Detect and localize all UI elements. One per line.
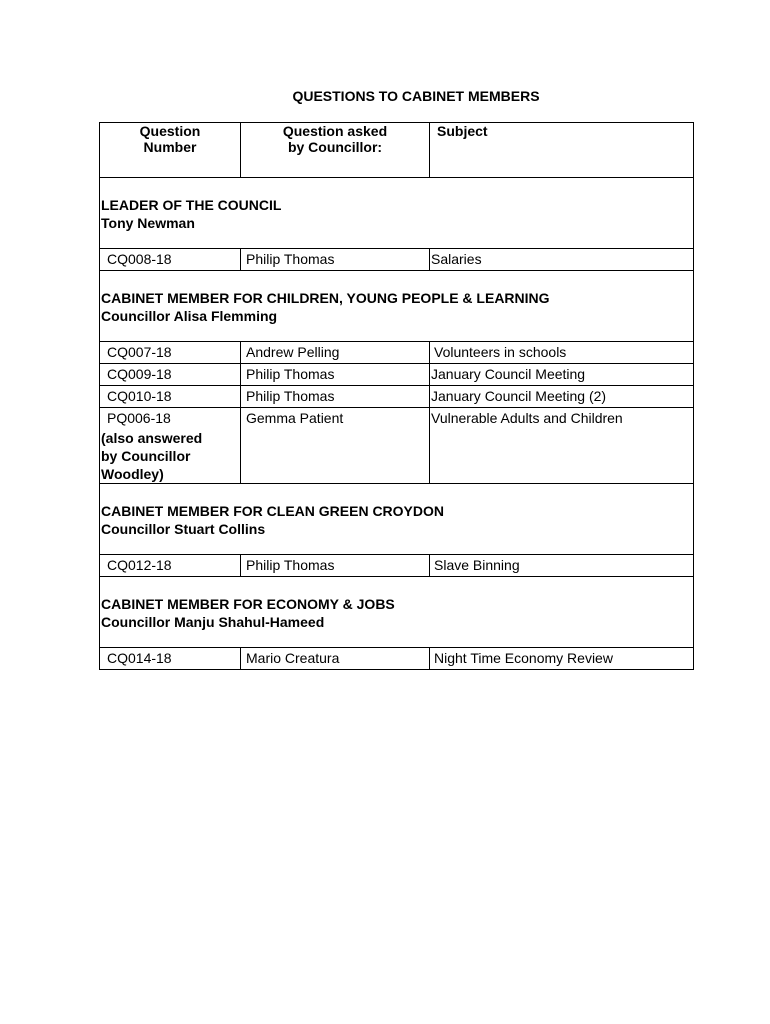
table-row xyxy=(100,249,694,271)
header-text: Question xyxy=(139,123,201,139)
table-header-row xyxy=(100,123,694,178)
section-member: Councillor Manju Shahul-Hameed xyxy=(101,614,325,630)
section-heading: CABINET MEMBER FOR CHILDREN, YOUNG PEOPLE & LEARNING xyxy=(101,290,550,306)
section-heading: CABINET MEMBER FOR CLEAN GREEN CROYDON xyxy=(101,503,445,519)
table-row xyxy=(100,342,694,364)
table-row xyxy=(100,648,694,670)
section-header xyxy=(100,178,694,249)
table-row xyxy=(100,408,694,484)
header-text: Question asked xyxy=(282,123,388,139)
section-header-row xyxy=(100,178,694,249)
councillor-cell: Philip Thomas xyxy=(241,555,430,577)
table-row xyxy=(100,386,694,408)
section-header xyxy=(100,577,694,648)
section-member: Tony Newman xyxy=(101,215,195,231)
question-number-cell: CQ009-18 xyxy=(100,364,241,386)
question-number-cell: CQ014-18 xyxy=(100,648,241,670)
subject-cell: Salaries xyxy=(430,249,694,271)
answered-by-note xyxy=(101,429,240,483)
header-subject: Subject xyxy=(430,123,694,178)
note-line: by Councillor xyxy=(101,448,191,464)
table-row xyxy=(100,555,694,577)
note-line: Woodley) xyxy=(101,466,164,482)
note-line: (also answered xyxy=(101,430,203,446)
subject-cell: Volunteers in schools xyxy=(430,342,694,364)
councillor-cell: Andrew Pelling xyxy=(241,342,430,364)
subject-cell: Slave Binning xyxy=(430,555,694,577)
section-heading: CABINET MEMBER FOR ECONOMY & JOBS xyxy=(101,596,395,612)
subject-cell: January Council Meeting (2) xyxy=(430,386,694,408)
councillor-cell: Philip Thomas xyxy=(241,386,430,408)
section-heading: LEADER OF THE COUNCIL xyxy=(101,197,282,213)
section-header-row xyxy=(100,484,694,555)
header-question-number xyxy=(100,123,241,178)
header-asked-by xyxy=(241,123,430,178)
questions-table xyxy=(99,122,694,670)
section-header xyxy=(100,484,694,555)
councillor-cell: Philip Thomas xyxy=(241,249,430,271)
section-member: Councillor Alisa Flemming xyxy=(101,308,278,324)
header-text: by Councillor: xyxy=(287,139,383,155)
section-header-row xyxy=(100,577,694,648)
section-header-row xyxy=(100,271,694,342)
section-header xyxy=(100,271,694,342)
question-number-cell: CQ008-18 xyxy=(100,249,241,271)
subject-cell: Vulnerable Adults and Children xyxy=(430,408,694,484)
subject-cell: Night Time Economy Review xyxy=(430,648,694,670)
question-number-cell: CQ010-18 xyxy=(100,386,241,408)
councillor-cell: Philip Thomas xyxy=(241,364,430,386)
page-title: QUESTIONS TO CABINET MEMBERS xyxy=(292,88,540,104)
question-number-cell xyxy=(100,408,241,484)
header-text: Number xyxy=(143,139,197,155)
question-number: PQ006-18 xyxy=(107,410,171,426)
table-row xyxy=(100,364,694,386)
question-number-cell: CQ012-18 xyxy=(100,555,241,577)
question-number-cell: CQ007-18 xyxy=(100,342,241,364)
subject-cell: January Council Meeting xyxy=(430,364,694,386)
section-member: Councillor Stuart Collins xyxy=(101,521,266,537)
councillor-cell: Gemma Patient xyxy=(241,408,430,484)
councillor-cell: Mario Creatura xyxy=(241,648,430,670)
